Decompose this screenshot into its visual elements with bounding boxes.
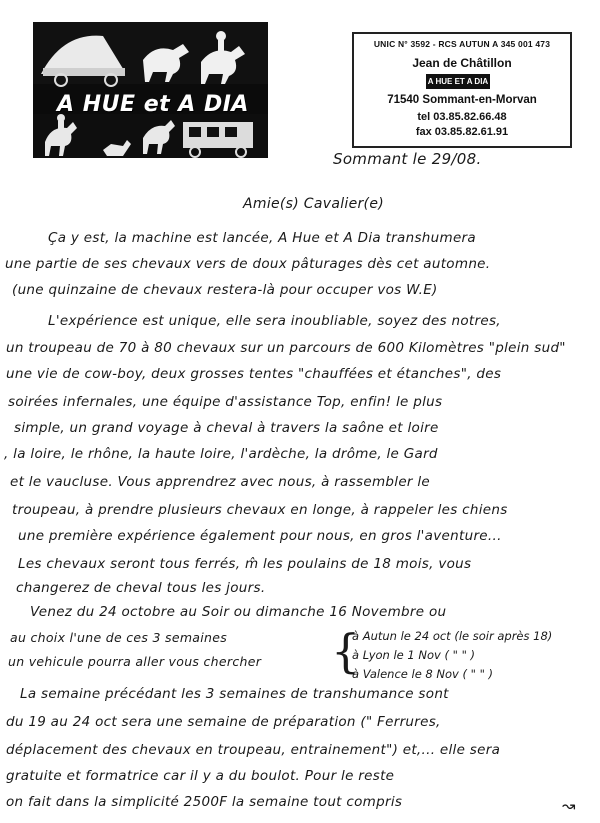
letter-line: du 19 au 24 oct sera une semaine de préparation (" Ferrures, bbox=[6, 714, 441, 730]
logo-wordmark: A HUE et A DIA bbox=[57, 92, 249, 117]
letter-line: , la loire, le rhône, la haute loire, l'ardèche, la drôme, le Gard bbox=[4, 446, 438, 462]
letter-line: La semaine précédant les 3 semaines de transhumance sont bbox=[20, 686, 449, 702]
pickup-option: à Lyon le 1 Nov ( " " ) bbox=[352, 648, 476, 662]
letter-line: déplacement des chevaux en troupeau, entrainement") et,... elle sera bbox=[6, 742, 501, 758]
company-logo bbox=[33, 22, 268, 158]
options-brace: { bbox=[331, 624, 361, 678]
letter-line: gratuite et formatrice car il y a du boulot. Pour le reste bbox=[6, 768, 395, 784]
letter-line: troupeau, à prendre plusieurs chevaux en longe, à rappeler les chiens bbox=[12, 502, 508, 518]
stamp-address: 71540 Sommant-en-Morvan bbox=[387, 94, 537, 106]
letter-line: Ça y est, la machine est lancée, A Hue et A Dia transhumera bbox=[48, 230, 476, 246]
letter-line: on fait dans la simplicité 2500F la semaine tout compris bbox=[6, 794, 403, 810]
stamp-name: Jean de Châtillon bbox=[412, 56, 512, 70]
pickup-option: à Valence le 8 Nov ( " " ) bbox=[352, 667, 494, 681]
company-stamp bbox=[352, 32, 572, 148]
letter-line: une vie de cow-boy, deux grosses tentes "chauffées et étanches", des bbox=[6, 366, 502, 382]
letter-line: changerez de cheval tous les jours. bbox=[16, 580, 266, 596]
letter-line: L'expérience est unique, elle sera inoubliable, soyez des notres, bbox=[48, 313, 501, 329]
stamp-fax: fax 03.85.82.61.91 bbox=[415, 126, 509, 138]
letter-line: une première expérience également pour nous, en gros l'aventure... bbox=[18, 528, 502, 544]
continue-arrow-icon: ↝ bbox=[562, 796, 576, 815]
letter-line: une partie de ses chevaux vers de doux pâturages dès cet automne. bbox=[5, 256, 491, 272]
letter-date: Sommant le 29/08. bbox=[333, 150, 482, 168]
letter-line: Venez du 24 octobre au Soir ou dimanche 16 Novembre ou bbox=[30, 604, 447, 620]
letter-greeting: Amie(s) Cavalier(e) bbox=[243, 196, 384, 212]
pickup-option: à Autun le 24 oct (le soir après 18) bbox=[352, 629, 553, 643]
stamp-registration: UNIC N° 3592 - RCS AUTUN A 345 001 473 bbox=[373, 39, 551, 49]
letter-line: au choix l'une de ces 3 semaines bbox=[10, 630, 228, 645]
letter-line: un vehicule pourra aller vous chercher bbox=[8, 654, 262, 669]
letter-line: un troupeau de 70 à 80 chevaux sur un parcours de 600 Kilomètres "plein sud" bbox=[6, 340, 566, 356]
stamp-badge: A HUE ET A DIA bbox=[426, 74, 490, 89]
horse-wagon-icon bbox=[33, 22, 268, 158]
letter-line: et le vaucluse. Vous apprendrez avec nous, à rassembler le bbox=[10, 474, 431, 490]
letter-line: Les chevaux seront tous ferrés, m̂ les poulains de 18 mois, vous bbox=[18, 556, 472, 572]
letter-line: simple, un grand voyage à cheval à travers la saône et loire bbox=[14, 420, 439, 436]
letter-line: (une quinzaine de chevaux restera-là pour occuper vos W.E) bbox=[12, 282, 438, 298]
stamp-tel: tel 03.85.82.66.48 bbox=[417, 111, 507, 123]
letter-line: soirées infernales, une équipe d'assistance Top, enfin! le plus bbox=[8, 394, 443, 410]
